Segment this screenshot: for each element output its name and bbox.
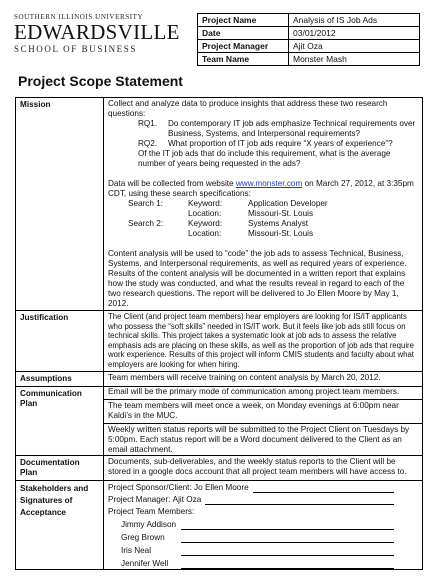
info-value: Ajit Oza bbox=[289, 40, 420, 53]
search-keyword-value: Application Developer bbox=[248, 199, 328, 208]
member-signature-field[interactable] bbox=[181, 534, 394, 543]
communication-content bbox=[104, 387, 422, 455]
documentation-content bbox=[104, 456, 422, 480]
data-collection-text bbox=[108, 179, 418, 199]
member-name: Jimmy Addison bbox=[121, 519, 177, 529]
documentation-text: Documents, sub-deliverables, and the weekly status reports to the Client will be stored in a google docs account that all project team members will have access to. bbox=[108, 456, 407, 476]
member-signature-field[interactable] bbox=[181, 547, 394, 556]
manager-signature-field[interactable] bbox=[205, 496, 394, 505]
documentation-label: Documentation Plan bbox=[16, 456, 104, 480]
team-members-label: Project Team Members: bbox=[108, 506, 195, 516]
member-name: Greg Brown bbox=[121, 532, 165, 542]
communication-label: Communication Plan bbox=[16, 387, 104, 455]
search-2-keyword bbox=[108, 219, 418, 229]
member-signature-line bbox=[108, 530, 418, 543]
communication-reports-cell bbox=[104, 423, 422, 455]
rq1-text: Do contemporary IT job ads emphasize Technical requirements over Business, Systems, and Interpersonal requirements? bbox=[168, 119, 416, 138]
justification-label: Justification bbox=[16, 311, 104, 371]
info-value: 03/01/2012 bbox=[289, 27, 420, 40]
documentation-row bbox=[16, 455, 422, 480]
member-signature-line bbox=[108, 517, 418, 530]
university-logo bbox=[14, 14, 184, 54]
monster-link[interactable]: www.monster.com bbox=[235, 179, 303, 188]
stakeholders-label: Stakeholders and Signatures of Acceptance bbox=[16, 481, 104, 569]
project-info-table bbox=[197, 13, 420, 66]
communication-meetings: The team members will meet once a week, on Monday evenings at 6:00pm near Kaldi’s in the MUC. bbox=[108, 400, 399, 420]
info-key: Date bbox=[198, 27, 289, 40]
mission-content bbox=[104, 98, 422, 310]
info-row bbox=[198, 53, 420, 66]
mission-intro: Collect and analyze data to produce insights that address these two research questions: bbox=[108, 99, 388, 118]
search-location-label: Location: bbox=[188, 229, 222, 238]
search-location-label: Location: bbox=[188, 209, 222, 218]
justification-content bbox=[104, 311, 422, 371]
data-collection-post: on March 27, 2012, at 3:35pm CDT, using these search specifications: bbox=[108, 179, 414, 198]
mission-label: Mission bbox=[16, 98, 104, 310]
manager-signature-line bbox=[108, 493, 418, 505]
research-question-1 bbox=[108, 119, 418, 139]
page-title: Project Scope Statement bbox=[18, 73, 183, 89]
logo-university-text: SOUTHERN ILLINOIS UNIVERSITY bbox=[14, 13, 144, 21]
scope-table bbox=[15, 97, 423, 570]
communication-email: Email will be the primary mode of communication among project team members. bbox=[108, 386, 400, 396]
assumptions-content bbox=[104, 372, 422, 386]
rq2-number: RQ2. bbox=[138, 139, 158, 148]
info-value: Monster Mash bbox=[289, 53, 420, 66]
data-collection-pre: Data will be collected from website bbox=[108, 179, 236, 188]
assumptions-label: Assumptions bbox=[16, 372, 104, 386]
sponsor-signature-field[interactable] bbox=[253, 484, 394, 493]
sponsor-label: Project Sponsor/Client: bbox=[108, 482, 192, 492]
search-keyword-label: Keyword: bbox=[188, 219, 223, 228]
content-analysis-text: Content analysis will be used to “code” the job ads to assess Technical, Business, Systems, and Interpersonal requirements, as well as required years of experience. Results of the content analysis will be documented in a written report that explains how the study was conducted, and what the results reveal in regard to each of the two research questions. The report will be delivered to Jo Ellen Moore by May 1, 2012. bbox=[108, 249, 407, 308]
manager-label: Project Manager: bbox=[108, 494, 171, 504]
member-name: Jennifer Well bbox=[121, 558, 169, 568]
info-key: Project Name bbox=[198, 14, 289, 27]
member-signature-line bbox=[108, 543, 418, 556]
sponsor-name: Jo Ellen Moore bbox=[194, 482, 249, 492]
info-row bbox=[198, 27, 420, 40]
rq1-number: RQ1. bbox=[138, 119, 158, 128]
assumptions-row bbox=[16, 371, 422, 386]
info-key: Project Manager bbox=[198, 40, 289, 53]
member-signature-field[interactable] bbox=[181, 521, 394, 530]
search-2-label: Search 2: bbox=[128, 219, 164, 228]
info-key: Team Name bbox=[198, 53, 289, 66]
member-name: Iris Neal bbox=[121, 545, 152, 555]
search-location-value: Missouri-St. Louis bbox=[248, 209, 314, 218]
search-1-keyword bbox=[108, 199, 418, 209]
search-1-label: Search 1: bbox=[128, 199, 164, 208]
research-question-2 bbox=[108, 139, 418, 149]
member-signature-field[interactable] bbox=[181, 560, 394, 569]
logo-name-text: EDWARDSVILLE bbox=[14, 20, 180, 44]
stakeholders-content bbox=[104, 481, 422, 569]
justification-text: The Client (and project team members) hear employers are looking for IS/IT applicants who possess the “soft skills” needed in IS/IT work. But it feels like job ads still focus on technical skills. This project takes a systematic look at job ads to assess the relative emphasis ads are placing on these skills, as well as the proportion of job ads that require work experience. Results of this project will inform CMIS students and faculty about what employers are looking for when hiring. bbox=[108, 312, 414, 369]
info-row bbox=[198, 14, 420, 27]
search-2-location bbox=[108, 229, 418, 239]
info-row bbox=[198, 40, 420, 53]
search-location-value: Missouri-St. Louis bbox=[248, 229, 314, 238]
search-keyword-value: Systems Analyst bbox=[248, 219, 309, 228]
member-signature-line bbox=[108, 556, 418, 569]
info-value: Analysis of IS Job Ads bbox=[289, 14, 420, 27]
search-keyword-label: Keyword: bbox=[188, 199, 223, 208]
mission-row bbox=[16, 98, 422, 310]
sponsor-signature-line bbox=[108, 481, 418, 493]
assumptions-text: Team members will receive training on content analysis by March 20, 2012. bbox=[108, 372, 381, 382]
search-1-location bbox=[108, 209, 418, 219]
justification-row bbox=[16, 310, 422, 371]
communication-row bbox=[16, 386, 422, 455]
logo-school-text: SCHOOL OF BUSINESS bbox=[14, 44, 137, 54]
rq2-follow-up: Of the IT job ads that do include this requirement, what is the average number of years being requested in the ads? bbox=[138, 149, 391, 168]
communication-meetings-cell bbox=[104, 399, 422, 421]
rq2-text: What proportion of IT job ads require “X years of experience”? bbox=[168, 139, 393, 148]
team-members-heading bbox=[108, 505, 418, 517]
communication-reports: Weekly written status reports will be submitted to the Project Client on Tuesdays by 5:00pm. Each status report will be a Word document delivered to the Client as an email attachment. bbox=[108, 424, 410, 454]
stakeholders-row bbox=[16, 480, 422, 569]
manager-name: Ajit Oza bbox=[172, 494, 202, 504]
